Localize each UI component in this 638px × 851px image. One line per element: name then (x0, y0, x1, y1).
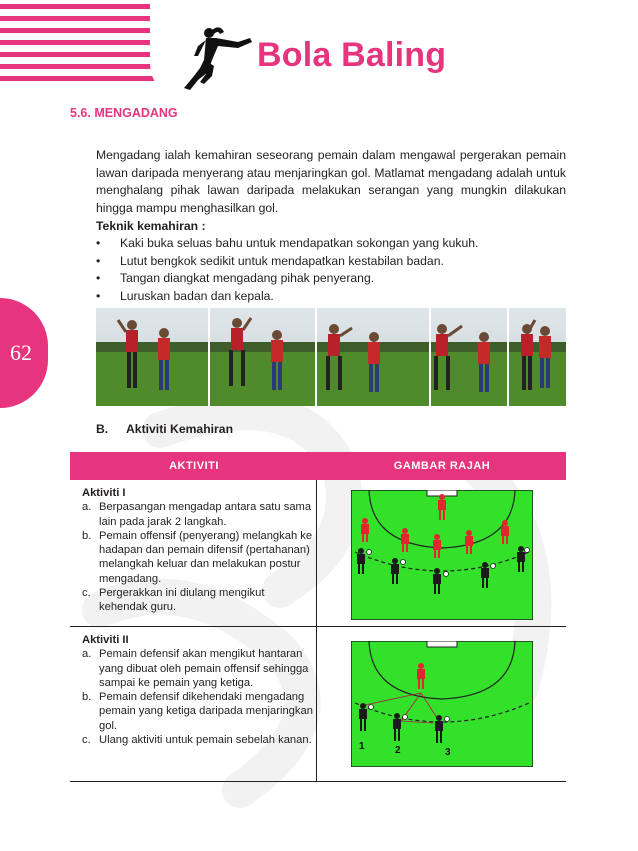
list-item: • Kaki buka seluas bahu untuk mendapatkan sokongan yang kukuh. (96, 235, 478, 253)
subsection-heading (96, 422, 233, 436)
table-row (70, 480, 566, 627)
list-item: • Luruskan badan dan kepala. (96, 288, 478, 306)
diagram-number-2: 2 (395, 745, 401, 756)
column-header-aktiviti: AKTIVITI (169, 460, 219, 472)
bullet-icon: • (96, 253, 101, 268)
activity-title: Aktiviti II (82, 634, 129, 646)
list-item: • Tangan diangkat mengadang pihak penyerang. (96, 270, 478, 288)
list-item: b. Pemain defensif dikehendaki mengadang pemain yang ketiga daripada menjaringkan gol. (82, 691, 313, 732)
bullet-icon: • (96, 288, 101, 303)
section-title: 5.6. MENGADANG (70, 106, 178, 120)
activity-cell (70, 627, 317, 781)
bullet-icon: • (96, 236, 101, 250)
column-header-gambar-rajah: GAMBAR RAJAH (393, 460, 491, 472)
page-title: Bola Baling (257, 36, 447, 74)
table-header (70, 452, 566, 480)
list-item: c. Pergerakkan ini diulang mengikut kehendak guru. (82, 587, 265, 614)
list-item: a. Berpasangan mengadap antara satu sama lain pada jarak 2 langkah. (82, 501, 312, 528)
list-item: a. Pemain defensif akan mengikut hantaran yang dibuat oleh pemain offensif sehingga sampai ke pemain yang ketiga. (82, 648, 309, 689)
page-number: 62 (10, 340, 32, 365)
diagram-number-3: 3 (445, 747, 451, 758)
activity-table (70, 452, 566, 782)
list-item: b. Pemain offensif (penyerang) melangkah ke hadapan dan pemain difensif (pertahanan) melangkah keluar dan melakukan postur mengadang. (82, 529, 313, 585)
diagram-cell (317, 627, 566, 781)
diagram-cell (317, 480, 566, 626)
court-diagram-2 (351, 641, 533, 767)
activity-steps (82, 647, 316, 747)
list-item: c. Ulang aktiviti untuk pemain sebelah kanan. (82, 734, 312, 747)
section-paragraph: Mengadang ialah kemahiran seseorang pemain dalam mengawal pergerakan pemain lawan daripada menyerang atau menjaringkan gol. Matlamat mengadang adalah untuk menghalang pihak lawan daripada melakukan serangan yang mungkin dilakukan hingga mampu menghasilkan gol. (96, 148, 566, 215)
subsection-label: B. (96, 422, 109, 436)
table-row (70, 627, 566, 782)
player-silhouette-logo (168, 26, 254, 94)
teknik-heading: Teknik kemahiran : (96, 219, 206, 233)
bullet-icon: • (96, 271, 101, 285)
court-diagram-1 (351, 490, 533, 620)
activity-cell (70, 480, 317, 626)
activity-steps (82, 500, 316, 614)
blocking-sequence-photo (96, 308, 566, 406)
activity-title: Aktiviti I (82, 487, 126, 499)
subsection-title: Aktiviti Kemahiran (126, 422, 234, 436)
diagram-number-1: 1 (359, 741, 365, 752)
list-item: • Lutut bengkok sedikit untuk mendapatkan kestabilan badan. (96, 253, 478, 271)
teknik-list (96, 235, 478, 305)
